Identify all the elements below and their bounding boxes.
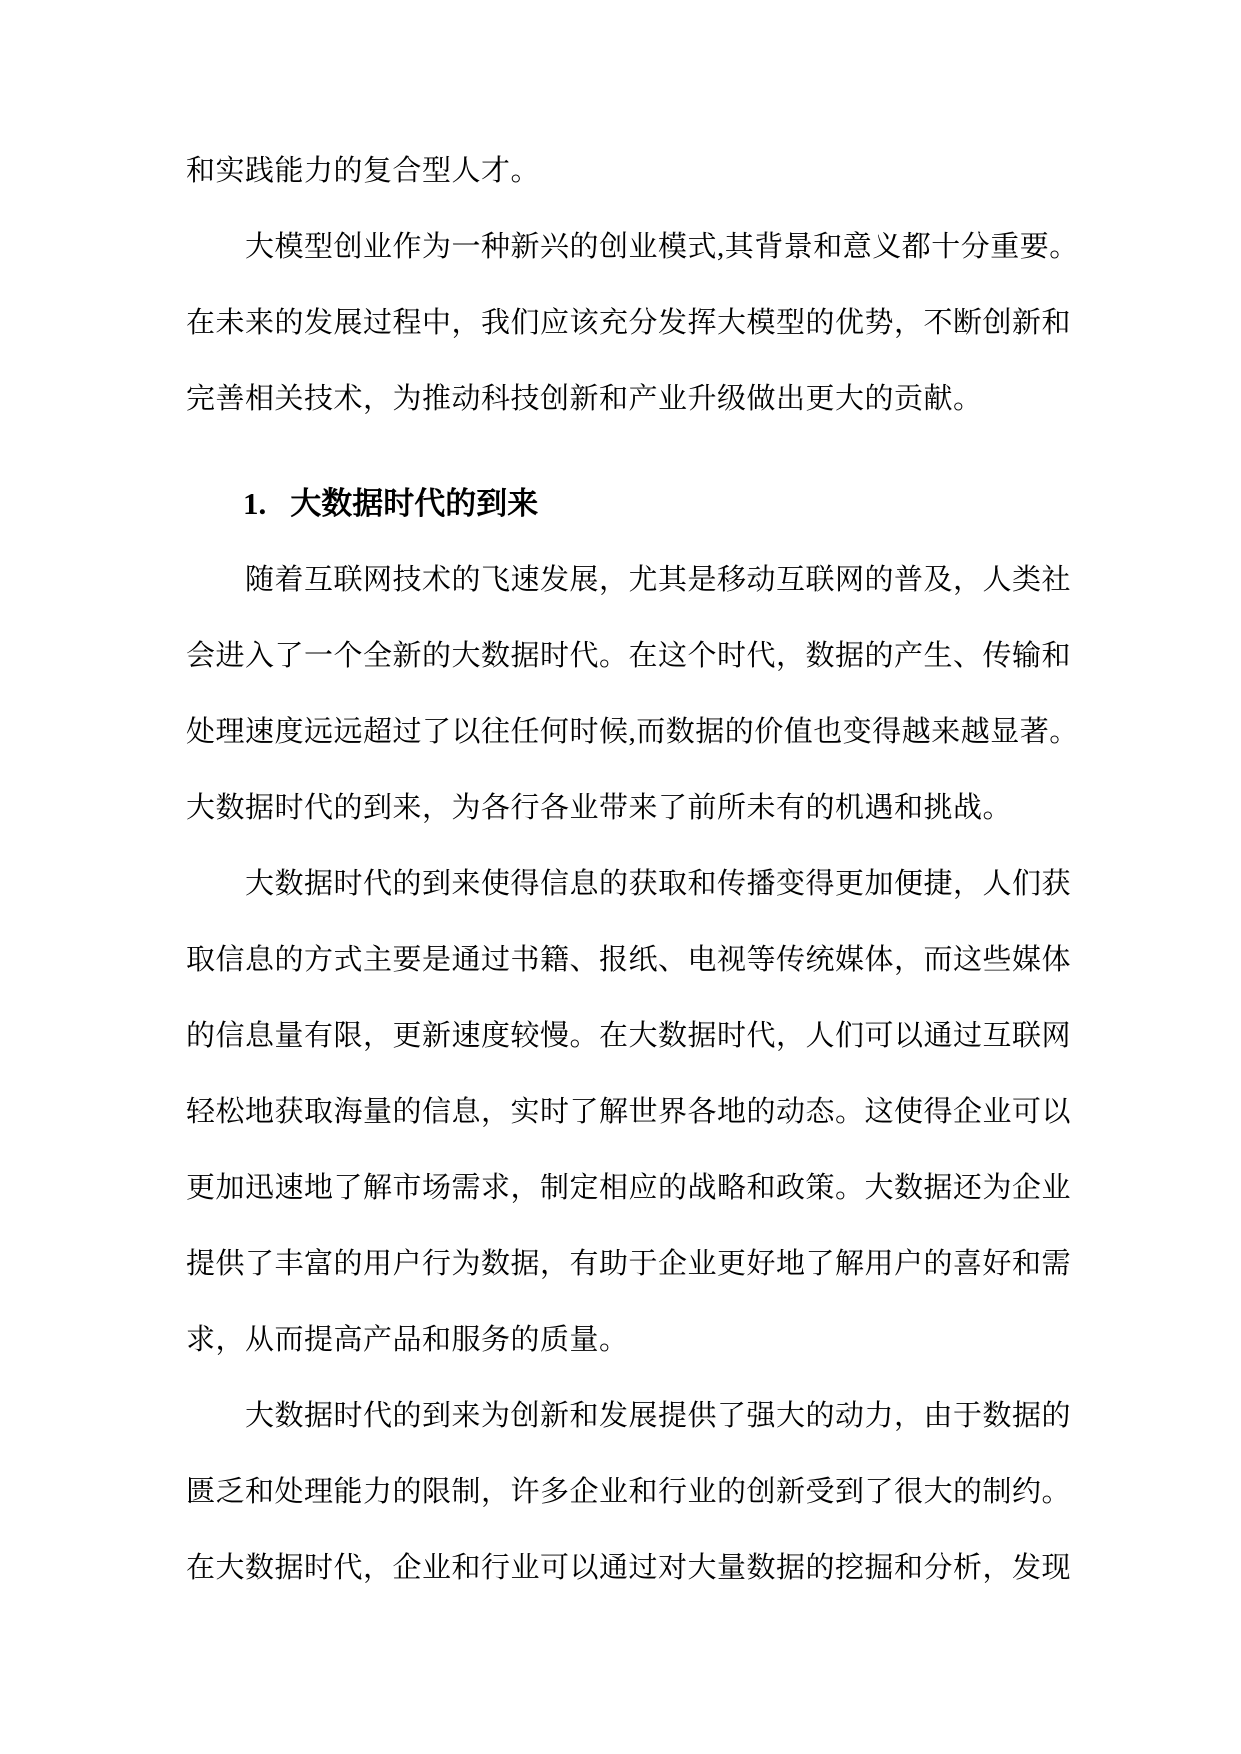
section-heading <box>186 466 1066 542</box>
body-text-line: 匮乏和处理能力的限制，许多企业和行业的创新受到了很大的制约。 <box>186 1476 1072 1508</box>
document-body <box>186 133 1079 1606</box>
body-text-line: 在未来的发展过程中，我们应该充分发挥大模型的优势，不断创新和 <box>186 307 1072 339</box>
body-text-line: 在大数据时代，企业和行业可以通过对大量数据的挖掘和分析，发现 <box>186 1552 1072 1584</box>
body-text-line: 提供了丰富的用户行为数据，有助于企业更好地了解用户的喜好和需 <box>186 1248 1072 1280</box>
section-number: 1. <box>243 486 267 521</box>
section-title: 大数据时代的到来 <box>290 486 539 521</box>
body-text-line: 更加迅速地了解市场需求，制定相应的战略和政策。大数据还为企业 <box>186 1172 1072 1204</box>
body-text-line: 大数据时代的到来，为各行各业带来了前所未有的机遇和挑战。 <box>186 792 1013 824</box>
body-text-line: 随着互联网技术的飞速发展，尤其是移动互联网的普及，人类社 <box>245 564 1072 596</box>
body-text-line: 轻松地获取海量的信息，实时了解世界各地的动态。这使得企业可以 <box>186 1096 1072 1128</box>
body-text-line: 求，从而提高产品和服务的质量。 <box>186 1324 629 1356</box>
body-text-line: 的信息量有限，更新速度较慢。在大数据时代，人们可以通过互联网 <box>186 1020 1072 1052</box>
body-text-line: 会进入了一个全新的大数据时代。在这个时代，数据的产生、传输和 <box>186 640 1072 672</box>
body-text-line: 处理速度远远超过了以往任何时候,而数据的价值也变得越来越显著。 <box>186 716 1079 748</box>
body-text-line: 大数据时代的到来使得信息的获取和传播变得更加便捷，人们获 <box>245 868 1072 900</box>
body-text-line: 取信息的方式主要是通过书籍、报纸、电视等传统媒体，而这些媒体 <box>186 944 1072 976</box>
body-text-line: 大数据时代的到来为创新和发展提供了强大的动力，由于数据的 <box>245 1400 1072 1432</box>
body-text-line: 大模型创业作为一种新兴的创业模式,其背景和意义都十分重要。 <box>245 231 1079 263</box>
body-text-line: 完善相关技术，为推动科技创新和产业升级做出更大的贡献。 <box>186 383 983 415</box>
body-text-line: 和实践能力的复合型人才。 <box>186 155 541 187</box>
